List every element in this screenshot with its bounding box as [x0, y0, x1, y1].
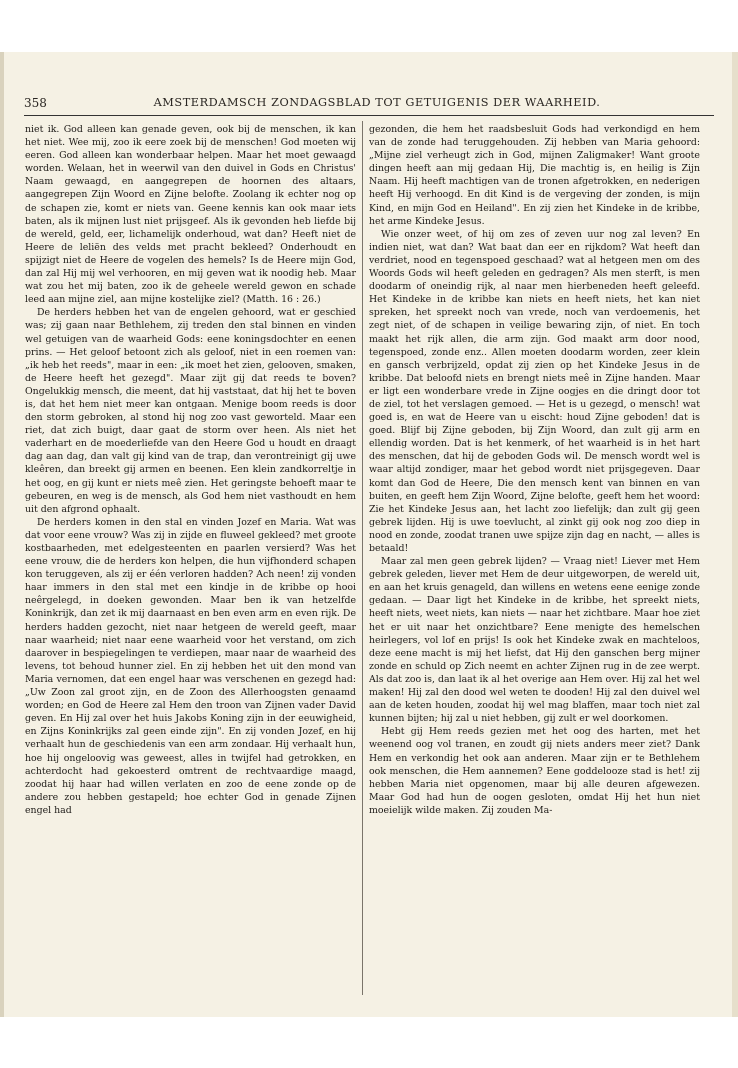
right-paragraph-3: Maar zal men geen gebrek lijden? — Vraag niet! Liever met Hem gebrek geleden, liever met Hem de deur uitgeworpen, de wereld uit, en aan het kruis genageld, dan willens en wetens eene eenige zonde gedaan. — Daar ligt het Kindeke in de kribbe, het spreekt niets, heeft niets, weet niets, kan niets — naar het zichtbare. Maar hoe ziet het er uit naar het onzichtbare? Eene menigte des hemelschen heirlegers, vol lof en prijs! Is ook het Kindeke zwak en machteloos, deze eene macht is mij het liefst, dat Hij den ganschen berg mijner zonde en schuld op Zich neemt en achter Zijnen rug in de zee werpt. Als dat zoo is, dan laat ik al het overige aan Hem over. Hij zal het wel maken! Hij zal den dood wel weten te dooden! Hij zal den duivel wel aan de keten houden, zoodat hij wel mag blaffen, maar toch niet zal kunnen bijten; hij zal u niet hebben, gij zult er wel doorkomen. — [369, 556, 700, 725]
right-paragraph-4: Hebt gij Hem reeds gezien met het oog des harten, met het weenend oog vol tranen, en zoudt gij niets anders meer ziet? Dank Hem en verkondig het ook aan anderen. Maar zijn er te Bethlehem ook menschen, die Hem aannemen? Eene goddelooze stad is het! zij hebben Maria niet opgenomen, maar bij alle deuren afgewezen. Maar God had hun de oogen gesloten, omdat Hij het hun niet moeielijk wilde maken. Zij zouden Ma- — [369, 726, 700, 816]
running-header — [24, 96, 714, 112]
page-edge-left — [0, 52, 4, 1017]
left-column — [25, 123, 356, 995]
left-paragraph-2: De herders hebben het van de engelen gehoord, wat er geschied was; zij gaan naar Bethlehem, zij treden den stal binnen en vinden wel getuigen van de waarheid Gods: eene koningsdochter en eenen prins. — Het geloof betoont zich als geloof, niet in een roemen van: „ik heb het reeds", maar in een: „ik moet het zien, gelooven, smaken, de Heere heeft het gezegd". Maar zijt gij dat reeds te boven? Ongelukkig mensch, die meent, dat hij vaststaat, dat hij het te boven is, dat het hem niet meer kan ontgaan. Menige boom reeds is door den storm gebroken, al stond hij nog zoo vast geworteld. Maar een riet, dat zich buigt, daar gaat de storm over heen. Als niet het vaderhart en de moederliefde van den Heere God u houdt en draagt dag aan dag, dan valt gij kind van de trap, dan verontreinigt gij uwe kleêren, dan breekt gij armen en beenen. Een klein zandkorreltje in het oog, en gij kunt er niets meê zien. Het geringste behoeft maar te gebeuren, en weg is de mensch, als God hem niet vasthoudt en hem uit den afgrond ophaalt. — [25, 307, 356, 515]
book-page — [0, 52, 738, 1017]
left-paragraph-3: De herders komen in den stal en vinden Jozef en Maria. Wat was dat voor eene vrouw? Was zij in zijde en fluweel gekleed? met groote kostbaarheden, met edelgesteenten en paarlen versierd? Was het eene vrouw, die de herders kon helpen, die hun vijfhonderd schapen kon teruggeven, als zij er één verloren hadden? Ach neen! zij vonden haar immers in den stal met een kindje in de kribbe op hooi neêrgelegd, in doeken gewonden. Maar ben ik van hetzelfde Koninkrijk, dan zet ik mij daarnaast en ben even arm en even rijk. De herders hadden gezocht, niet naar hetgeen de wereld geeft, maar naar waarheid; niet naar eene waarheid voor het verstand, om zich daarover in bespiegelingen te verdiepen, maar naar de waarheid des levens, tot behoud hunner ziel. En zij hebben het uit den mond van Maria vernomen, dat een engel haar was verschenen en gezegd had: „Uw Zoon zal groot zijn, en de Zoon des Allerhoogsten genaamd worden; en God de Heere zal Hem den troon van Zijnen vader David geven. En Hij zal over het huis Jakobs Koning zijn in der eeuwigheid, en Zijns Koninkrijks zal geen einde zijn". En zij vonden Jozef, en hij verhaalt hun de geschiedenis van een arm zondaar. Hij verhaalt hun, hoe hij ongeloovig was geweest, alles in twijfel had getrokken, en achterdocht had gekoesterd omtrent de rechtvaardige maagd, zoodat hij haar had willen verlaten en zoo de eene zonde op de andere zou hebben gestapeld; hoe echter God in genade Zijnen engel had — [25, 516, 356, 816]
journal-title: AMSTERDAMSCH ZONDAGSBLAD TOT GETUIGENIS DER WAARHEID. — [153, 96, 601, 109]
right-paragraph-1: gezonden, die hem het raadsbesluit Gods had verkondigd en hem van de zonde had teruggehouden. Zij hebben van Maria gehoord: „Mijne ziel verheugt zich in God, mijnen Zaligmaker! Want groote dingen heeft aan mij gedaan Hij, Die machtig is, en heilig is Zijn Naam. Hij heeft machtigen van de tronen afgetrokken, en nederigen heeft Hij verhoogd. En dit Kind is de vergeving der zonden, is mijn Kind, en mijn God en Heiland". En zij zien het Kindeke in de kribbe, het arme Kindeke Jesus. — [369, 124, 700, 227]
page-edge-right — [732, 52, 738, 1017]
page-number: 358 — [24, 96, 47, 110]
right-paragraph-2: Wie onzer weet, of hij om zes of zeven uur nog zal leven? En indien niet, wat dan? Wat baat dan eer en rijkdom? Wat heeft dan verdriet, nood en tegenspoed geschaad? wat al hetgeen men om des Woords Gods wil heeft geleden en gedragen? Als men sterft, is men doodarm of oneindig rijk, al naar men hierbeneden heeft geleefd. Het Kindeke in de kribbe kan niets en heeft niets, het kan niet spreken, het spreekt noch van vrede, noch van verdoemenis, het zegt niet, of de schapen in veilige bewaring zijn, of niet. En toch maakt het rijk allen, die arm zijn. God maakt arm door nood, tegenspoed, zonde enz.. Allen moeten doodarm worden, zeer klein en gansch verbrijzeld, opdat zij zien op het Kindeke Jesus in de kribbe. Dat beloofd niets en brengt niets meê in Zijne handen. Maar er ligt een wonderbare vrede in Zijne oogjes en die dringt door tot de ziel, tot het verslagen gemoed. — Het is u gezegd, o mensch! wat goed is, en wat de Heere van u eischt: houd Zijne geboden! dat is goed. Blijf bij Zijne geboden, bij Zijn Woord, dan zult gij arm en ellendig worden. Dat is het kenmerk, of het waarheid is in het hart des menschen, dat hij de geboden Gods wil. De mensch wordt wel is waar altijd zondiger, maar het gebod wordt niet prijsgegeven. Daar komt dan God de Heere, Die den mensch kent van binnen en van buiten, en geeft hem Zijn Woord, Zijne belofte, geeft hem het woord: Zie het Kindeke Jesus aan, het lacht zoo liefelijk; dan zult gij geen gebrek lijden. Hij is uwe toevlucht, al zinkt gij ook nog zoo diep in nood en zonde, zoodat tranen uwe spijze zijn dag en nacht, — alles is betaald! — [369, 228, 700, 554]
left-paragraph-1: niet ik. God alleen kan genade geven, ook bij de menschen, ik kan het niet. Wee mij, zoo ik eere zoek bij de menschen! God moeten wij eeren. God alleen kan wonderbaar helpen. Maar het moet gewaagd worden. Welaan, het in weerwil van den duivel in Gods en Christus' Naam gewaagd, en aangegrepen de hoornen des altaars, aangegrepen Zijn Woord en Zijne belofte. Zoolang ik echter nog op de schapen zie, komt er niets van. Geene kennis kan ook maar iets baten, als ik mijnen lust niet prijsgeef. Als ik gevonden heb liefde bij de wereld, geld, eer, lichamelijk onderhoud, wat dan? Heeft niet de Heere de leliën des velds met pracht bekleed? Onderhoudt en spijzigt niet de Heere de vogelen des hemels? Is de Heere mijn God, dan zal Hij mij wel verhooren, en mij geven wat ik noodig heb. Maar wat zou het mij baten, zoo ik de geheele wereld gewon en schade leed aan mijne ziel, aan mijne kostelijke ziel? (Matth. 16 : 26.) — [25, 124, 356, 306]
header-rule — [24, 115, 714, 116]
column-divider — [362, 121, 363, 995]
right-column — [369, 123, 700, 995]
